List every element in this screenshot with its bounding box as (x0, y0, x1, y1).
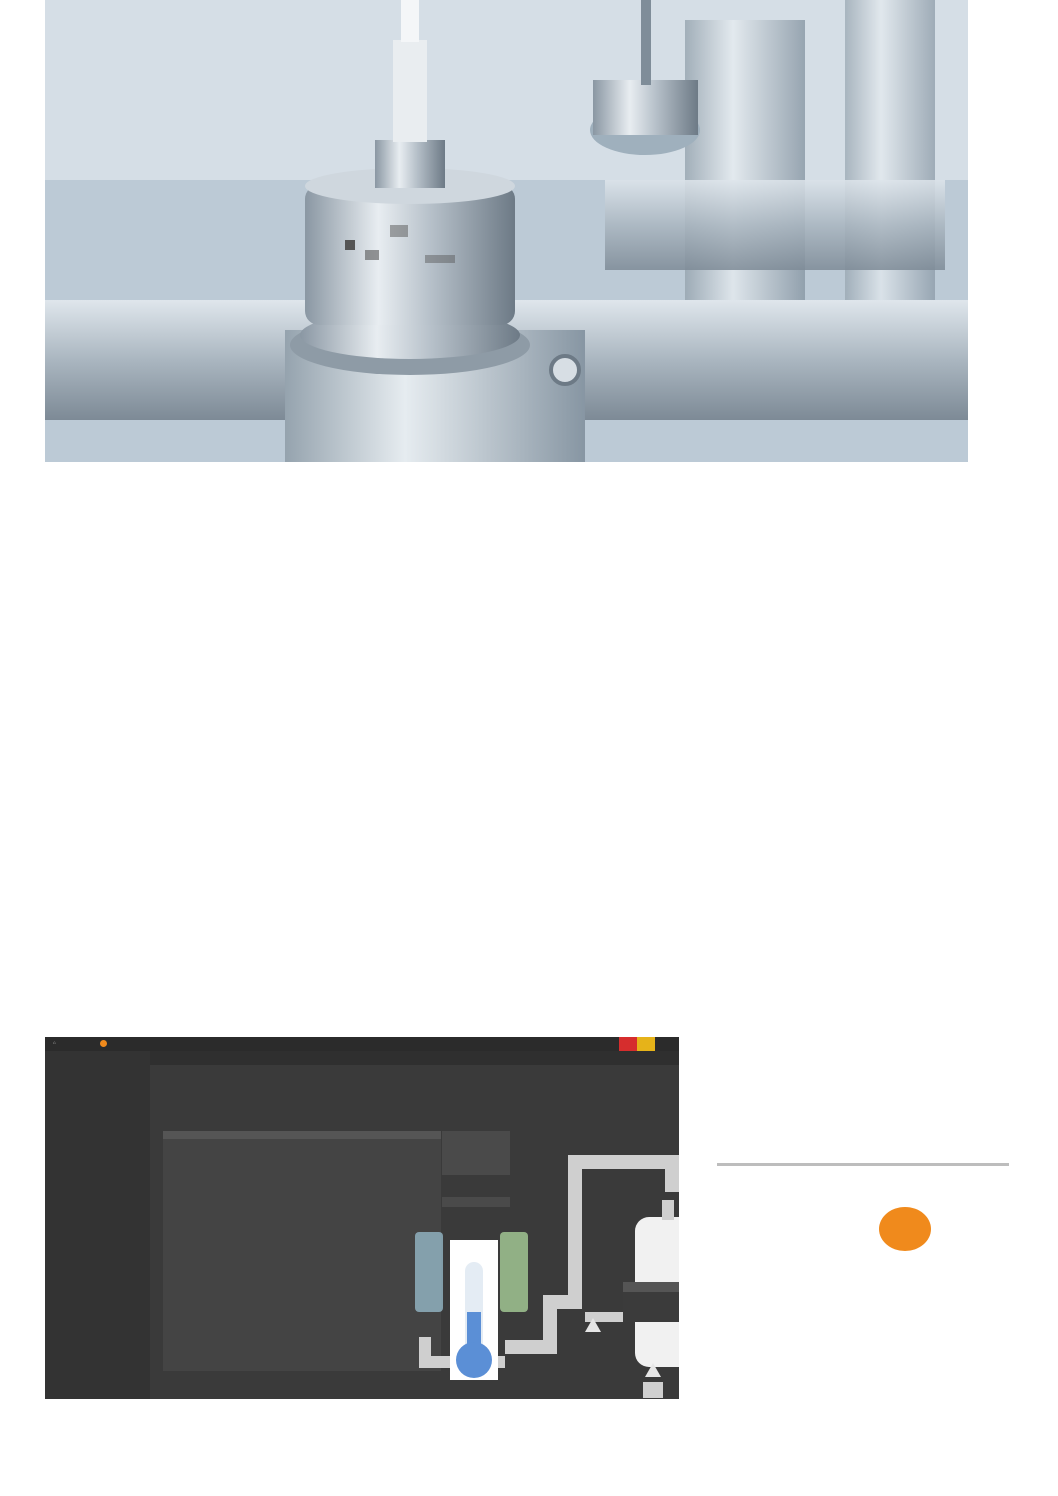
app-logo-icon (100, 1040, 107, 1047)
dashboard-topbar (45, 1037, 679, 1051)
column-3 (717, 552, 1013, 601)
conductivity-chart (163, 1131, 441, 1371)
column-2 (382, 552, 677, 577)
hero-photo (45, 0, 968, 462)
sensor-photo-illustration (45, 0, 968, 462)
alarm-badge-red[interactable] (619, 1037, 637, 1051)
dashboard-tabs (150, 1051, 679, 1065)
dashboard-screenshot (45, 1037, 679, 1399)
divider (717, 1163, 1009, 1166)
alarm-badge-yellow[interactable] (637, 1037, 655, 1051)
tcc-sensor-box (442, 1197, 510, 1207)
column-1 (46, 552, 341, 577)
home-icon: ⌂ (53, 1040, 56, 1045)
flow-sensor-box (442, 1131, 510, 1175)
ifm-logo-mark (879, 1207, 931, 1251)
dashboard-sidebar (45, 1051, 150, 1399)
